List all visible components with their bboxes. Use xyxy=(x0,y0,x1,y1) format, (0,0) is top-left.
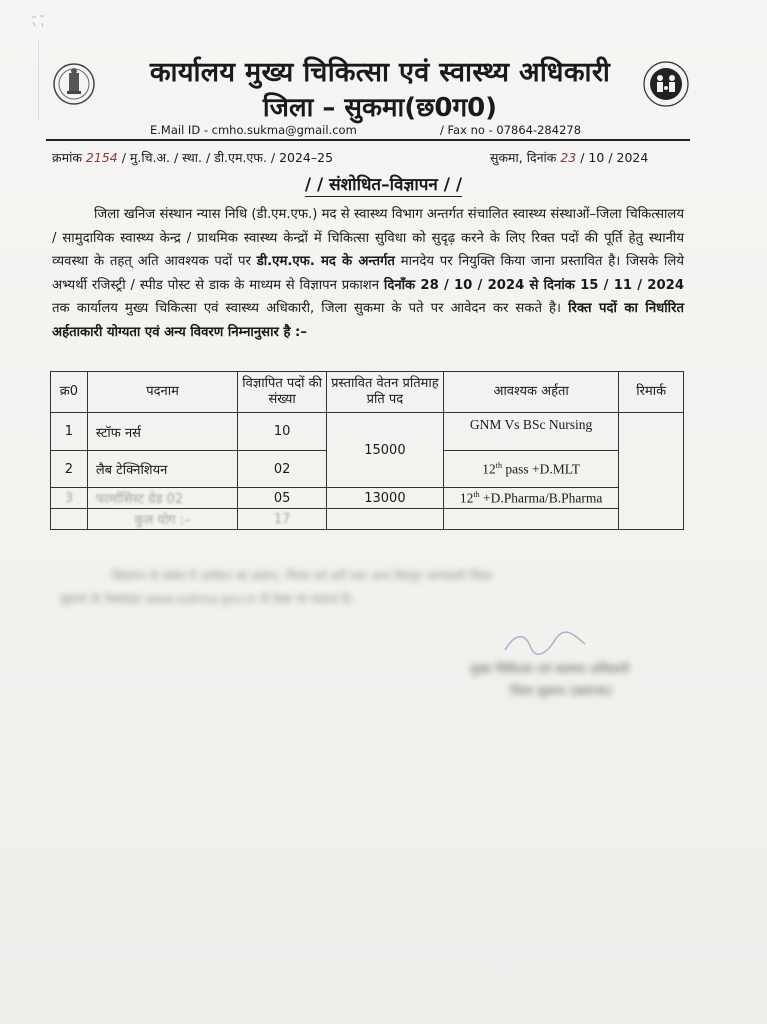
row-count: 10 xyxy=(238,413,327,451)
qual-rest: pass +D.MLT xyxy=(501,461,580,477)
blurred-signatory-district: जिला सुकमा (छ0ग0) xyxy=(510,684,613,698)
row-qualification: GNM Vs BSc Nursing xyxy=(443,413,619,451)
table-total-row xyxy=(51,509,684,530)
row-count: 02 xyxy=(238,451,327,488)
margin-line xyxy=(38,40,39,120)
row-salary: 13000 xyxy=(326,488,443,509)
signature-icon xyxy=(500,628,590,658)
row-sno: 2 xyxy=(51,451,88,488)
blurred-note-line1: विज्ञापन के संबंध में आवेदन का प्रारूप, नियम एवं शर्तें तथा अन्य विस्तृत जानकारी जिला xyxy=(112,569,493,583)
row-post: स्टॉफ नर्स xyxy=(87,413,238,451)
total-empty-salary xyxy=(326,509,443,530)
total-empty-qual xyxy=(443,509,619,530)
qual-number: 12 xyxy=(482,461,496,477)
para-part-1: जिला खनिज संस्थान न्यास निधि (डी.एम.एफ.) मद से स्वास्थ्य विभाग अन्तर्गत संचालित स्वास्थ्य संस्थाओं–जिला चिकित्सालय / सामुदायिक स्वास्थ्य केन्द्र / प्राथमिक स्वास्थ्य केन्द्रों में चिकित्सा सुविधा को सुदृढ़ करने के लिए रिक्त पदों की पूर्ति हेतु स्थानीय व्यवस्था के तहत् अति आवश्यक पदों पर xyxy=(52,207,684,270)
table-row xyxy=(51,413,684,451)
date-handwritten-day: 23 xyxy=(560,150,577,165)
qual-number: 12 xyxy=(459,490,474,506)
header-count: विज्ञापित पदों की संख्या xyxy=(238,372,327,413)
header-remark: रिमार्क xyxy=(619,372,684,413)
header-qualification: आवश्यक अर्हता xyxy=(443,372,619,413)
qual-rest: +D.Pharma/B.Pharma xyxy=(479,490,603,506)
para-part-2: मानदेय पर नियुक्ति किया जाना प्रस्तावित है। जिसके लिये अभ्यर्थी रजिस्ट्री / स्पीड पोस्ट से डाक के माध्यम से विज्ञापन प्रकाशन xyxy=(52,254,684,293)
row-sno: 1 xyxy=(51,413,88,451)
reference-path: / मु.चि.अ. / स्था. / डी.एम.एफ. / 2024–25 xyxy=(121,150,334,165)
row-salary: 15000 xyxy=(326,413,443,488)
para-bold-3: रिक्त पदों का निर्धारित अर्हताकारी योग्यता एवं अन्य विवरण निम्नानुसार है :– xyxy=(52,301,684,340)
para-bold-1: डी.एम.एफ. मद के अन्तर्गत xyxy=(256,254,395,270)
date-label: सुकमा, दिनांक xyxy=(490,150,557,165)
fax-text: / Fax no - 07864-284278 xyxy=(440,123,582,137)
district-title: जिला – सुकमा(छ0ग0) xyxy=(262,93,498,123)
para-part-3: तक कार्यालय मुख्य चिकित्सा एवं स्वास्थ्य अधिकारी, जिला सुकमा के पते पर आवेदन कर सकते है। xyxy=(52,301,569,317)
table-header-row xyxy=(51,372,684,413)
office-title: कार्यालय मुख्य चिकित्सा एवं स्वास्थ्य अधिकारी xyxy=(149,57,611,88)
email-text: E.Mail ID - cmho.sukma@gmail.com xyxy=(150,123,357,137)
table-row xyxy=(51,488,684,509)
notice-title xyxy=(0,172,767,195)
reference-number xyxy=(52,149,333,166)
blurred-signatory-title: मुख्य चिकित्सा एवं स्वास्थ्य अधिकारी xyxy=(470,662,630,676)
header-sno: क्र0 xyxy=(51,372,88,413)
total-value: 17 xyxy=(238,509,327,530)
row-qualification xyxy=(443,451,619,488)
issue-date xyxy=(490,149,648,166)
corner-mark-icon xyxy=(30,14,46,30)
reference-prefix: क्रमांक xyxy=(52,150,82,165)
row-count: 05 xyxy=(238,488,327,509)
notice-paragraph xyxy=(52,203,684,345)
reference-handwritten-number: 2154 xyxy=(85,150,118,165)
qual-sup: th xyxy=(495,460,502,470)
blurred-note-line2: सुकमा के वेबसाइट www.sukma.gov.in से देखा जा सकता है। xyxy=(60,592,354,606)
row-post: लैब टेक्निशियन xyxy=(87,451,238,488)
total-empty xyxy=(51,509,88,530)
header-post: पदनाम xyxy=(87,372,238,413)
header-divider xyxy=(46,139,690,141)
para-bold-2: दिनाँक 28 / 10 / 2024 से दिनांक 15 / 11 / 2024 xyxy=(383,277,684,293)
row-qualification xyxy=(443,488,619,509)
notice-title-text: / / संशोधित–विज्ञापन / / xyxy=(304,175,463,195)
header-salary: प्रस्तावित वेतन प्रतिमाह प्रति पद xyxy=(326,372,443,413)
qual-sup: th xyxy=(473,489,480,499)
row-sno: 3 xyxy=(51,488,88,509)
row-post: फार्मासिस्ट ग्रेड 02 xyxy=(87,488,238,509)
contact-line xyxy=(150,123,582,137)
remark-cell xyxy=(619,413,684,530)
total-label: कुल योग :– xyxy=(87,509,238,530)
vacancy-table xyxy=(50,371,684,530)
date-month-year: / 10 / 2024 xyxy=(580,150,649,165)
state-emblem-icon xyxy=(52,60,96,110)
